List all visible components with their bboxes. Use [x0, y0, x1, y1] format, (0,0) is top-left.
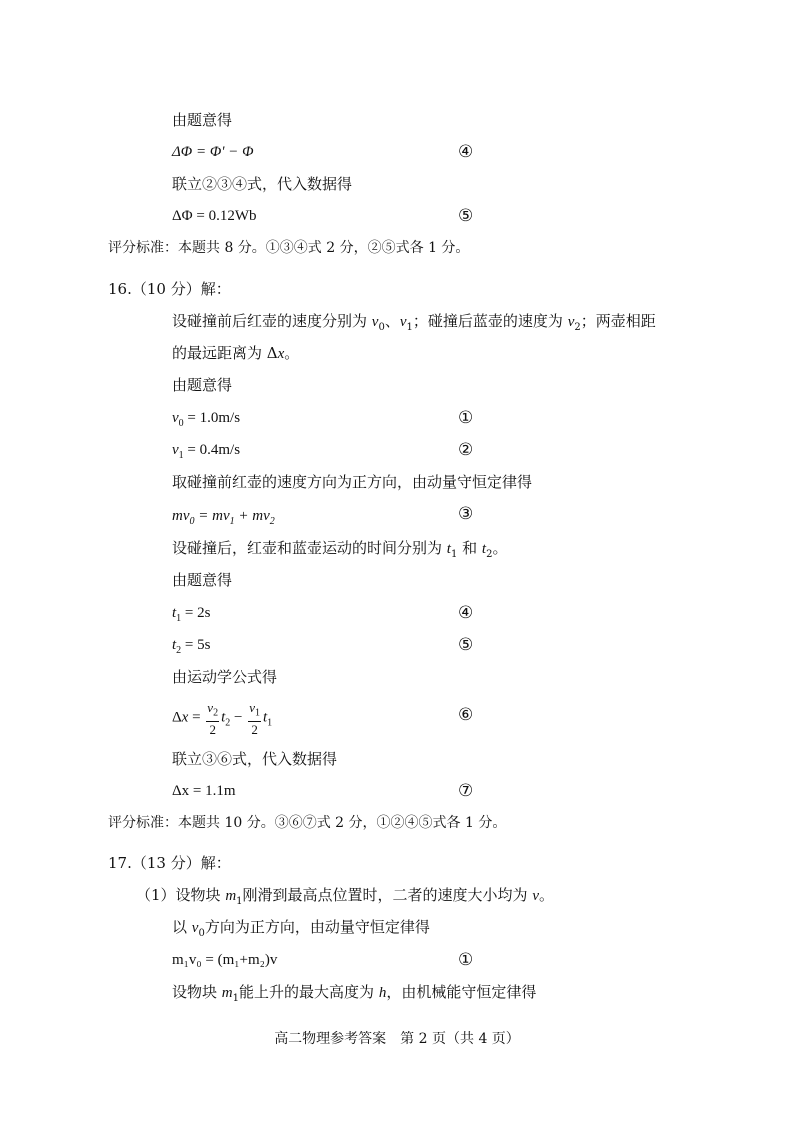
- text-line: 的最远距离为 Δx。: [172, 344, 300, 362]
- equation-text: ΔΦ = Φ' − Φ: [172, 144, 254, 160]
- equation: [172, 142, 254, 162]
- equation: $v_0 = 1.0m/s$: [172, 410, 241, 429]
- text-line: 由题意得: [172, 571, 233, 589]
- text-line: 设物块 $m_1$能上升的最大高度为 h，由机械能守恒定律得: [172, 983, 537, 1004]
- text-span: 设碰撞前后红壶的速度分别为: [172, 312, 368, 330]
- text-span: 和: [462, 539, 478, 557]
- equation-text: = 0.4m/s: [183, 442, 241, 458]
- question-header: 16.（10 分）解：: [108, 280, 231, 298]
- text-span: ；碰撞后蓝壶的速度为: [412, 312, 563, 330]
- equation-text: = 2s: [181, 605, 211, 621]
- text-line: （1）设物块 $m_1$刚滑到最高点位置时，二者的速度大小均为 v。: [136, 886, 555, 907]
- text-span: 。: [284, 344, 300, 362]
- equation-momentum: $mv_0 = mv_1 + mv_2$: [172, 508, 275, 527]
- text-span: （1）设物块: [136, 886, 221, 904]
- text-line: 由运动学公式得: [172, 668, 278, 686]
- text-line: 设碰撞后，红壶和蓝壶运动的时间分别为 $t_1$ 和 $t_2$。: [172, 539, 508, 560]
- equation-kinematics: Δx = $\frac{v_2}{2}$ $t_2$ − $\frac{v_1}{2}$ $t_1$: [172, 700, 273, 737]
- text-span: 的最远距离为 Δ: [172, 344, 278, 362]
- equation-number: ⑦: [458, 781, 474, 801]
- equation-number: ⑤: [458, 635, 474, 655]
- text-line: 以 $v_0$方向为正方向，由动量守恒定律得: [172, 918, 430, 939]
- page-footer: 高二物理参考答案 第 2 页（共 4 页）: [274, 1031, 520, 1047]
- text-span: 设碰撞后，红壶和蓝壶运动的时间分别为: [172, 539, 443, 557]
- equation: $v_1 = 0.4m/s$: [172, 442, 241, 461]
- scoring-note: 评分标准：本题共 8 分。①③④式 2 分，②⑤式各 1 分。: [108, 240, 470, 256]
- equation-text: = 5s: [181, 637, 211, 653]
- text-span: 方向为正方向，由动量守恒定律得: [204, 918, 430, 936]
- equation: $t_2 = 5s$: [172, 637, 211, 656]
- question-header: 17.（13 分）解：: [108, 854, 231, 872]
- equation-number: ⑥: [458, 705, 474, 725]
- text-span: 。: [492, 539, 508, 557]
- equation-number: ④: [458, 603, 474, 623]
- text-span: 。: [539, 886, 555, 904]
- text-span: ；两壶相距: [580, 312, 656, 330]
- text-span: 设物块: [172, 983, 218, 1001]
- text-span: 刚滑到最高点位置时，二者的速度大小均为: [242, 886, 528, 904]
- equation: ΔΦ = 0.12Wb: [172, 208, 257, 224]
- equation-number: ①: [458, 408, 474, 428]
- equation: m₁v₀ = (m₁+m₂)v: [172, 952, 278, 968]
- equation-number: ⑤: [458, 206, 474, 226]
- text-span: 以: [172, 918, 188, 936]
- equation: $t_1 = 2s$: [172, 605, 211, 624]
- text-line: 设碰撞前后红壶的速度分别为 $v_0$、$v_1$；碰撞后蓝壶的速度为 $v_2$；两壶相距: [172, 312, 656, 333]
- equation-number: ①: [458, 950, 474, 970]
- text-span: 能上升的最大高度为: [239, 983, 375, 1001]
- text-line: 联立③⑥式，代入数据得: [172, 750, 338, 768]
- equation-number: ③: [458, 504, 474, 524]
- text-line: 由题意得: [172, 111, 233, 129]
- equation-number: ②: [458, 440, 474, 460]
- equation: Δx = 1.1m: [172, 783, 236, 799]
- scoring-note: 评分标准：本题共 10 分。③⑥⑦式 2 分，①②④⑤式各 1 分。: [108, 815, 507, 831]
- text-line: 联立②③④式，代入数据得: [172, 175, 353, 193]
- text-line: 取碰撞前红壶的速度方向为正方向，由动量守恒定律得: [172, 473, 533, 491]
- equation-text: = 1.0m/s: [183, 410, 241, 426]
- text-span: ，由机械能守恒定律得: [386, 983, 537, 1001]
- equation-number: ④: [458, 142, 474, 162]
- text-line: 由题意得: [172, 376, 233, 394]
